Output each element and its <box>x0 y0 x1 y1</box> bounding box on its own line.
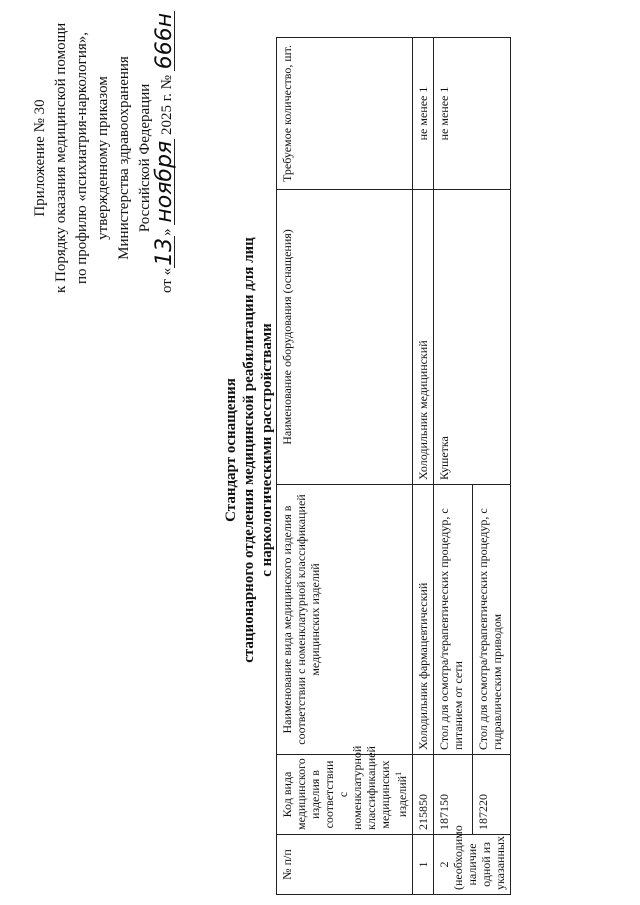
footnote-marker: 1 <box>394 771 403 776</box>
table-row <box>413 38 434 895</box>
cell-name: Стол для осмотра/терапевтических процедур, с гидравлическим приводом <box>472 485 511 755</box>
equipment-table <box>276 37 511 895</box>
cell-num: 1 <box>413 835 434 895</box>
date-year: 2025 г. № <box>159 71 175 139</box>
header-qty: Требуемое количество, шт. <box>277 38 413 190</box>
appendix-country: Российской Федерации <box>137 83 153 233</box>
table-row <box>434 38 473 895</box>
handwritten-month: ноября <box>152 140 177 223</box>
document-title <box>222 200 276 700</box>
header-name: Наименование вида медицинского изделия в соответствии с номенклатурной классификацией медицинских изделий <box>277 485 413 755</box>
appendix-block <box>30 12 178 293</box>
order-date-line <box>152 12 178 293</box>
cell-qty: не менее 1 <box>413 38 434 190</box>
cell-equipment-group: Кушетка <box>434 190 511 485</box>
date-mid: » <box>159 224 175 236</box>
header-num: № п/п <box>277 835 413 895</box>
header-code-text: Код вида медицинского изделия в соответствии с номенклатурной классификацией медицинских изделий <box>280 745 409 830</box>
cell-num-group: 2 (необходимо наличие одной из указанных <box>434 835 511 895</box>
cell-code: 215850 <box>413 755 434 835</box>
cell-equipment: Холодильник медицинский <box>413 190 434 485</box>
appendix-profile: по профилю «психиатрия-наркология», <box>74 32 90 284</box>
header-equipment: Наименование оборудования (оснащения) <box>277 190 413 485</box>
appendix-ministry: Министерства здравоохранения <box>116 56 132 260</box>
cell-qty-group: не менее 1 <box>434 38 511 190</box>
date-prefix: от « <box>159 267 175 293</box>
cell-code: 187220 <box>472 755 511 835</box>
appendix-approved: утвержденному приказом <box>95 76 111 240</box>
title-line-1: Стандарт оснащения <box>223 378 239 522</box>
handwritten-day: 13 <box>152 237 177 266</box>
cell-name: Холодильник фармацевтический <box>413 485 434 755</box>
title-line-3: с наркологическими расстройствами <box>259 323 275 577</box>
appendix-number: Приложение № 30 <box>32 99 48 217</box>
cell-code: 187150 <box>434 755 473 835</box>
header-code <box>277 745 413 835</box>
cell-name: Стол для осмотра/терапевтических процедур, с питанием от сети <box>434 485 473 755</box>
handwritten-order-number: 666н <box>152 12 177 70</box>
table-header-row <box>277 38 413 895</box>
appendix-order-ref: к Порядку оказания медицинской помощи <box>53 22 69 293</box>
title-line-2: стационарного отделения медицинской реабилитации для лиц <box>241 237 257 663</box>
